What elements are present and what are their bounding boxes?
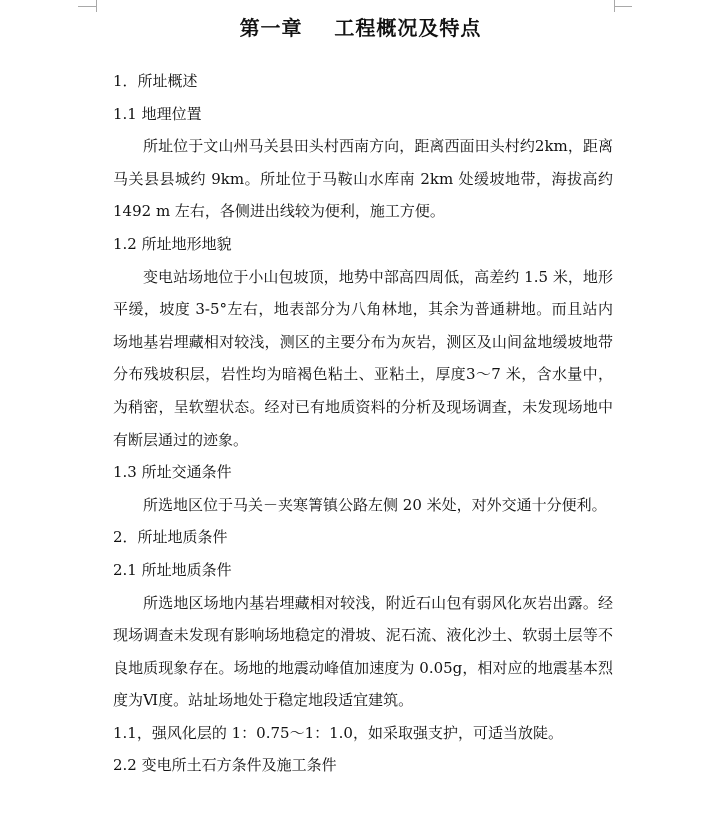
paragraph-slope-ratio: 1.1，强风化层的 1：0.75～1：1.0，如采取强支护，可适当放陡。 (113, 723, 563, 742)
crop-mark-top-right-vertical (614, 0, 615, 12)
section-heading-2: 2．所址地质条件 (113, 528, 228, 547)
chapter-title: 第一章 工程概况及特点 (239, 16, 482, 40)
crop-mark-top-right-horizontal (614, 6, 632, 7)
subsection-heading-2-1: 2.1 所址地质条件 (113, 560, 232, 579)
paragraph-geographic-location: 所址位于文山州马关县田头村西南方向，距离西面田头村约2km，距离马关县县城约 9km。所址位于马鞍山水库南 2km 处缓坡地带，海拔高约 1492 m 左右，各侧进出线较为便利，施工方便。 (113, 137, 613, 221)
subsection-heading-1-2: 1.2 所址地形地貌 (113, 234, 232, 253)
crop-mark-top-left-vertical (96, 0, 97, 12)
section-heading-1: 1．所址概述 (113, 72, 198, 90)
subsection-heading-2-2: 2.2 变电所土石方条件及施工条件 (113, 756, 337, 775)
paragraph-terrain: 变电站场地位于小山包坡顶，地势中部高四周低，高差约 1.5 米，地形平缓，坡度 3-5°左右，地表部分为八角林地，其余为普通耕地。而且站内场地基岩埋藏相对较浅，测区的主要分布为灰岩，测区及山间盆地缓坡地带分布残坡积层，岩性均为暗褐色粘土、亚粘土，厚度3～7 米，含水量中，为稍密，呈软塑状态。经对已有地质资料的分析及现场调查，未发现场地中有断层通过的迹象。 (113, 267, 613, 449)
subsection-heading-1-3: 1.3 所址交通条件 (113, 463, 232, 482)
paragraph-geology: 所选地区场地内基岩埋藏相对较浅，附近石山包有弱风化灰岩出露。经现场调查未发现有影响场地稳定的滑坡、泥石流、液化沙土、软弱土层等不良地质现象存在。场地的地震动峰值加速度为 0.05g，相对应的地震基本烈度为Ⅵ度。站址场地处于稳定地段适宜建筑。 (113, 593, 613, 710)
subsection-heading-1-1: 1.1 地理位置 (113, 104, 202, 123)
crop-mark-top-left-horizontal (78, 6, 96, 7)
document-body (113, 65, 613, 782)
paragraph-transport: 所选地区位于马关－夹寒箐镇公路左侧 20 米处，对外交通十分便利。 (143, 495, 607, 514)
